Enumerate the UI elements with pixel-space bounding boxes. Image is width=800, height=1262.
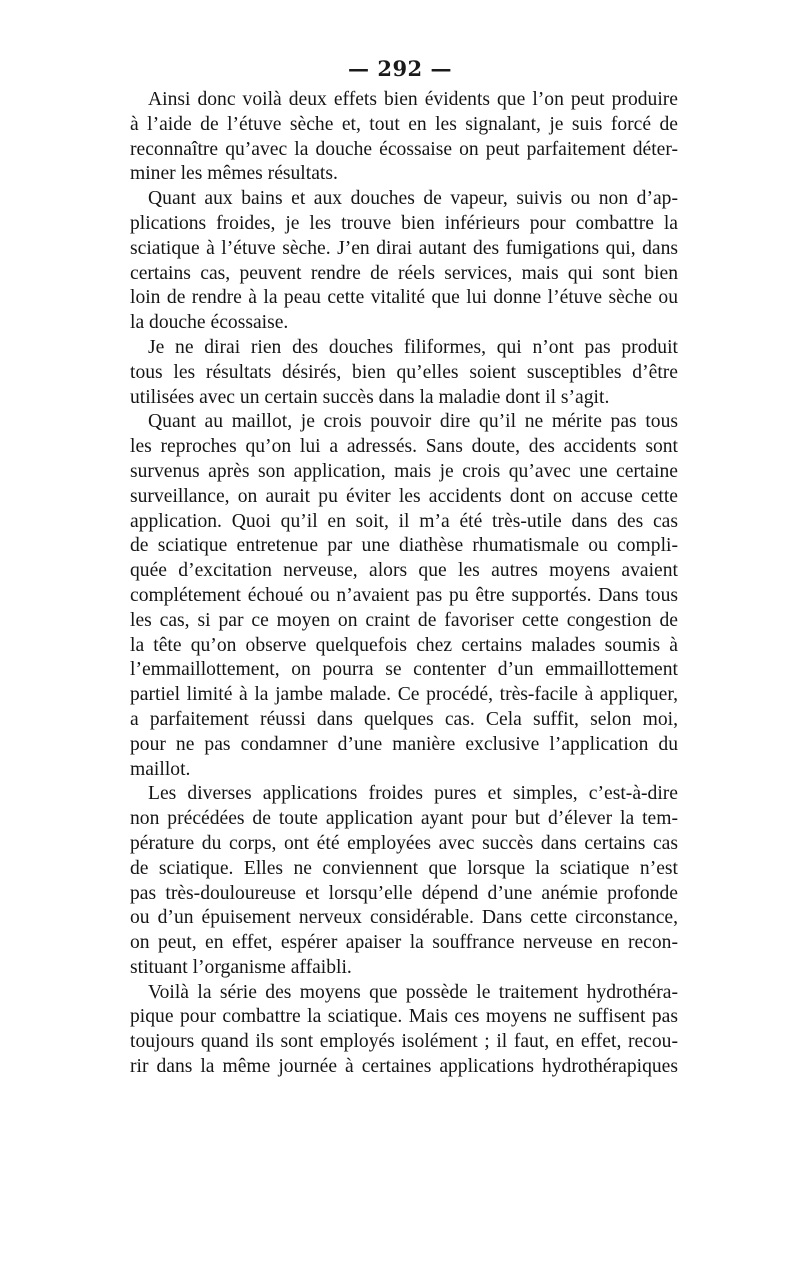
text-line: utilisées avec un certain succès dans la maladie dont il s’agit. — [130, 386, 610, 408]
text-line: a parfaitement réussi dans quelques cas. Cela suffit, selon moi, — [130, 708, 678, 730]
text-line: stituant l’organisme affaibli. — [130, 956, 352, 978]
text-line: pique pour combattre la sciatique. Mais ces moyens ne suffisent pas — [130, 1006, 678, 1028]
text-line: la tête qu’on observe quelquefois chez certains malades soumis à — [130, 634, 678, 656]
text-line: l’emmaillottement, on pourra se contenter d’un emmaillottement — [130, 659, 678, 681]
text-line: Ainsi donc voilà deux effets bien évidents que l’on peut produire — [148, 89, 678, 110]
text-line: les cas, si par ce moyen on craint de favoriser cette congestion de — [130, 609, 678, 631]
text-line: plications froides, je les trouve bien inférieurs pour combattre la — [130, 212, 678, 234]
text-line: reconnaître qu’avec la douche écossaise on peut parfaitement déter- — [130, 138, 678, 160]
paragraph-6 — [130, 981, 678, 1080]
paragraph-3 — [130, 336, 678, 410]
text-line: de sciatique. Elles ne conviennent que lorsque la sciatique n’est — [130, 857, 678, 879]
text-line: loin de rendre à la peau cette vitalité que lui donne l’étuve sèche ou — [130, 287, 678, 309]
text-line: pour ne pas condamner d’une manière exclusive l’application du — [130, 733, 678, 755]
text-line: Je ne dirai rien des douches filiformes, qui n’ont pas produit — [148, 336, 678, 358]
text-line: de sciatique entretenue par une diathèse rhumatismale ou compli- — [130, 535, 678, 557]
text-line: sciatique à l’étuve sèche. J’en dirai autant des fumigations qui, dans — [130, 237, 678, 259]
text-line: Quant au maillot, je crois pouvoir dire qu’il ne mérite pas tous — [148, 411, 678, 433]
body-text — [130, 88, 678, 1080]
text-line: non précédées de toute application ayant pour but d’élever la tem- — [130, 808, 678, 830]
text-line: surveillance, on aurait pu éviter les accidents dont on accuse cette — [130, 485, 678, 507]
text-line: à l’aide de l’étuve sèche et, tout en les signalant, je suis forcé de — [130, 113, 678, 135]
text-line: rir dans la même journée à certaines applications hydrothérapiques — [130, 1056, 678, 1078]
text-line: Voilà la série des moyens que possède le traitement hydrothéra- — [148, 981, 678, 1003]
text-line: pérature du corps, ont été employées avec succès dans certains cas — [130, 832, 678, 854]
text-line: tous les résultats désirés, bien qu’elles soient susceptibles d’être — [130, 361, 678, 383]
paragraph-1 — [130, 88, 678, 187]
text-line: Les diverses applications froides pures et simples, c’est-à-dire — [148, 783, 678, 805]
text-line: Quant aux bains et aux douches de vapeur, suivis ou non d’ap- — [148, 188, 678, 210]
text-line: miner les mêmes résultats. — [130, 163, 338, 185]
text-line: quée d’excitation nerveuse, alors que les autres moyens avaient — [130, 560, 678, 582]
text-line: maillot. — [130, 758, 191, 780]
text-line: on peut, en effet, espérer apaiser la souffrance nerveuse en recon- — [130, 932, 678, 954]
paragraph-5 — [130, 782, 678, 980]
paragraph-2 — [130, 187, 678, 336]
text-line: certains cas, peuvent rendre de réels services, mais qui sont bien — [130, 262, 678, 284]
page-number: — 292 — — [348, 56, 452, 81]
text-line: toujours quand ils sont employés isolément ; il faut, en effet, recou- — [130, 1031, 678, 1053]
text-line: ou d’un épuisement nerveux considérable. Dans cette circonstance, — [130, 907, 678, 929]
text-line: complétement échoué ou n’avaient pas pu être supportés. Dans tous — [130, 584, 678, 606]
text-line: la douche écossaise. — [130, 312, 289, 334]
paragraph-4 — [130, 410, 678, 782]
text-line: survenus après son application, mais je crois qu’avec une certaine — [130, 460, 678, 482]
text-line: application. Quoi qu’il en soit, il m’a été très-utile dans des cas — [130, 510, 678, 532]
text-line: pas très-douloureuse et lorsqu’elle dépend d’une anémie profonde — [130, 882, 678, 904]
text-line: partiel limité à la jambe malade. Ce procédé, très-facile à appliquer, — [130, 684, 678, 706]
text-line: les reproches qu’on lui a adressés. Sans doute, des accidents sont — [130, 436, 678, 458]
